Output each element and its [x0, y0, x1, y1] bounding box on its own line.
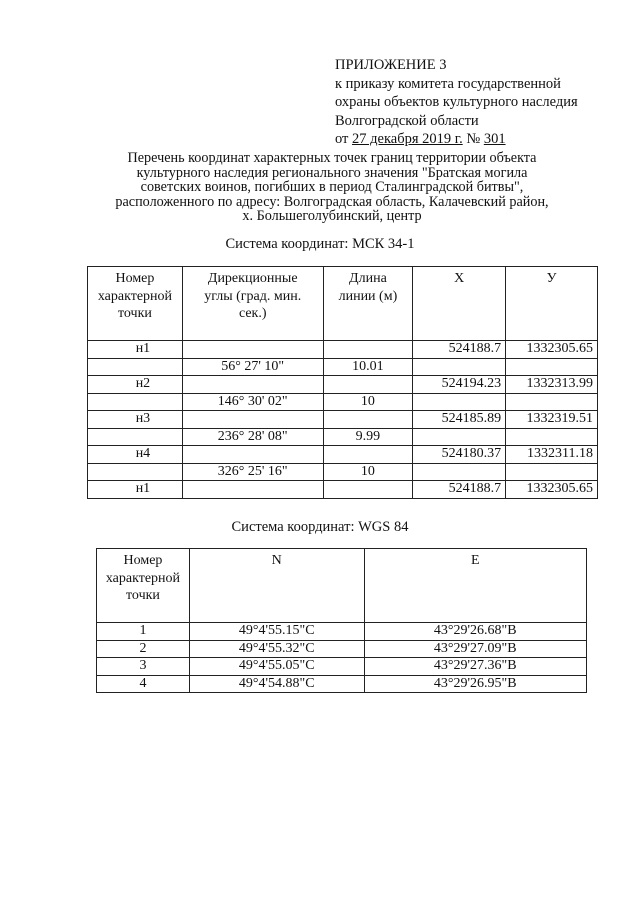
header-angle-l2: углы (град. мин. — [204, 288, 302, 304]
cell-y: 1332311.18 — [506, 446, 598, 464]
title-line-2: культурного наследия регионального значения "Братская могила — [136, 164, 528, 181]
table-row — [88, 376, 598, 394]
cell-point: н1 — [88, 341, 183, 359]
cell-length: 10.01 — [323, 358, 413, 376]
appendix-header — [335, 56, 578, 149]
header-point-l3: точки — [126, 588, 160, 603]
cell-x: 524188.7 — [413, 341, 506, 359]
cell-point — [88, 358, 183, 376]
order-date: 27 декабря 2019 г. — [352, 131, 463, 148]
system-title-msk: Система координат: МСК 34-1 — [225, 236, 415, 252]
header-angle-l3: сек.) — [238, 306, 267, 321]
date-prefix: от — [335, 131, 353, 148]
cell-length — [323, 411, 413, 429]
cell-point: н2 — [88, 376, 183, 394]
cell-y — [506, 393, 598, 411]
cell-x — [413, 358, 506, 376]
number-sign: № — [462, 131, 484, 148]
cell-e: 43°29'27.36"В — [364, 658, 586, 676]
cell-n: 49°4'54.88"С — [189, 675, 364, 693]
header-length-l2: линии (м) — [338, 288, 398, 304]
cell-length — [323, 341, 413, 359]
cell-angle: 56° 27' 10" — [182, 358, 323, 376]
cell-length — [323, 481, 413, 499]
table-row — [97, 675, 587, 693]
table-row — [97, 658, 587, 676]
appendix-line-1: к приказу комитета государственной — [335, 75, 561, 92]
cell-angle: 236° 28' 08" — [182, 428, 323, 446]
cell-point: н4 — [88, 446, 183, 464]
header-length — [323, 267, 413, 341]
cell-angle — [182, 481, 323, 499]
cell-length — [323, 376, 413, 394]
table-row — [97, 623, 587, 641]
header-n: N — [189, 549, 364, 623]
cell-e: 43°29'26.95"В — [364, 675, 586, 693]
header-point — [97, 549, 190, 623]
header-point-l2: характерной — [97, 288, 173, 304]
cell-angle — [182, 376, 323, 394]
cell-n: 49°4'55.05"С — [189, 658, 364, 676]
cell-angle — [182, 411, 323, 429]
cell-e: 43°29'27.09"В — [364, 640, 586, 658]
header-angle — [182, 267, 323, 341]
header-point-l2: характерной — [105, 570, 181, 586]
cell-point: 3 — [97, 658, 190, 676]
cell-point — [88, 393, 183, 411]
header-point — [88, 267, 183, 341]
cell-y — [506, 428, 598, 446]
document-title — [84, 151, 580, 224]
appendix-title: ПРИЛОЖЕНИЕ 3 — [335, 57, 447, 73]
table-row — [88, 393, 598, 411]
header-y: У — [506, 267, 598, 341]
title-line-4: расположенного по адресу: Волгоградская область, Калачевский район, — [115, 193, 549, 210]
table-row — [88, 341, 598, 359]
cell-x: 524194.23 — [413, 376, 506, 394]
header-e: E — [364, 549, 586, 623]
appendix-line-2: охраны объектов культурного наследия — [335, 94, 578, 111]
cell-point: н3 — [88, 411, 183, 429]
header-x: X — [413, 267, 506, 341]
msk-coordinates-table — [87, 266, 598, 499]
table-row — [88, 446, 598, 464]
title-line-1: Перечень координат характерных точек границ территории объекта — [127, 150, 537, 166]
cell-y: 1332305.65 — [506, 341, 598, 359]
cell-length: 10 — [323, 393, 413, 411]
table-header-row — [88, 267, 598, 341]
header-point-l3: точки — [117, 306, 152, 321]
cell-x — [413, 393, 506, 411]
table-row — [88, 358, 598, 376]
cell-x: 524188.7 — [413, 481, 506, 499]
header-length-l1: Длина — [349, 271, 387, 286]
cell-y: 1332305.65 — [506, 481, 598, 499]
cell-length — [323, 446, 413, 464]
table-row — [88, 428, 598, 446]
cell-y — [506, 358, 598, 376]
cell-y — [506, 463, 598, 481]
cell-point — [88, 463, 183, 481]
title-line-3: советских воинов, погибших в период Сталинградской битвы", — [140, 179, 524, 196]
cell-point: 2 — [97, 640, 190, 658]
system-title-wgs: Система координат: WGS 84 — [231, 519, 409, 535]
appendix-date-line — [335, 130, 578, 149]
cell-x: 524180.37 — [413, 446, 506, 464]
table-row — [97, 640, 587, 658]
cell-point: 4 — [97, 675, 190, 693]
cell-length: 10 — [323, 463, 413, 481]
cell-point: 1 — [97, 623, 190, 641]
cell-angle: 146° 30' 02" — [182, 393, 323, 411]
cell-x — [413, 463, 506, 481]
cell-angle: 326° 25' 16" — [182, 463, 323, 481]
header-angle-l1: Дирекционные — [207, 271, 298, 286]
cell-angle — [182, 446, 323, 464]
table-row — [88, 481, 598, 499]
cell-e: 43°29'26.68"В — [364, 623, 586, 641]
cell-n: 49°4'55.32"С — [189, 640, 364, 658]
appendix-line-3: Волгоградской области — [335, 112, 479, 129]
cell-point: н1 — [88, 481, 183, 499]
table-header-row — [97, 549, 587, 623]
cell-x: 524185.89 — [413, 411, 506, 429]
cell-angle — [182, 341, 323, 359]
cell-length: 9.99 — [323, 428, 413, 446]
header-point-l1: Номер — [115, 271, 155, 286]
table-row — [88, 463, 598, 481]
cell-point — [88, 428, 183, 446]
table-row — [88, 411, 598, 429]
order-number: 301 — [483, 131, 506, 148]
cell-x — [413, 428, 506, 446]
cell-y: 1332313.99 — [506, 376, 598, 394]
cell-y: 1332319.51 — [506, 411, 598, 429]
header-point-l1: Номер — [123, 553, 163, 568]
title-line-5: х. Большеголубинский, центр — [242, 208, 422, 225]
wgs-coordinates-table — [96, 548, 587, 693]
cell-n: 49°4'55.15"С — [189, 623, 364, 641]
